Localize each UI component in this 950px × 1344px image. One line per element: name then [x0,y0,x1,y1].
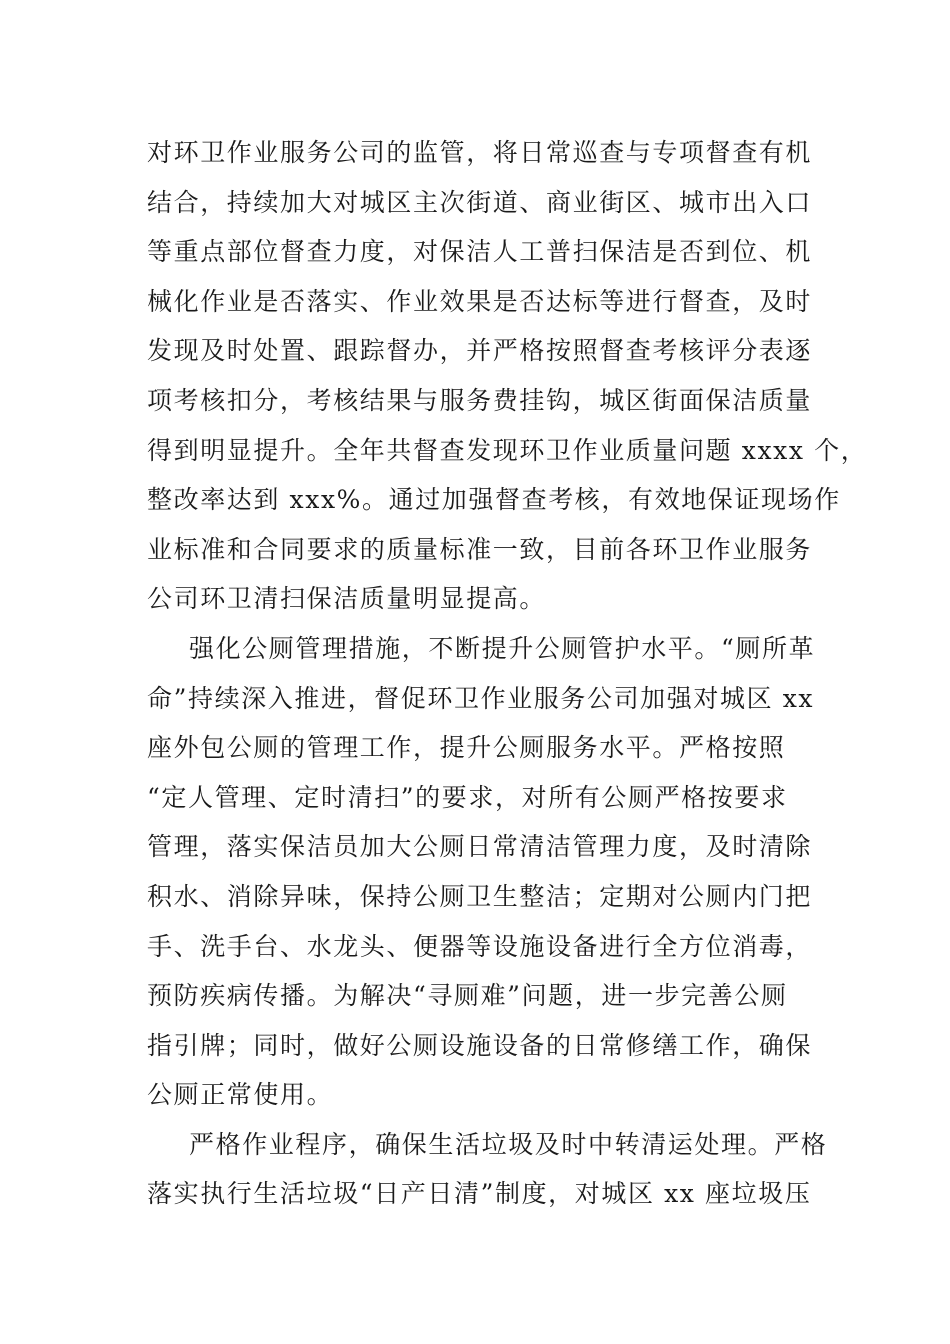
text-line: 发现及时处置、跟踪督办，并严格按照督查考核评分表逐 [147,336,813,366]
paragraph-first-line: 强化公厕管理措施，不断提升公厕管护水平。“厕所革 [189,633,816,663]
body-text [147,128,868,1219]
text-line: 业标准和合同要求的质量标准一致，目前各环卫作业服务 [147,534,813,564]
text-line: 命”持续深入推进，督促环卫作业服务公司加强对城区 xx [147,683,815,713]
text-line: 积水、消除异味，保持公厕卫生整洁；定期对公厕内门把 [147,881,813,911]
text-line: 管理，落实保洁员加大公厕日常清洁管理力度，及时清除 [147,832,813,862]
text-line: 落实执行生活垃圾“日产日清”制度，对城区 xx 座垃圾压 [147,1179,812,1209]
text-line: 等重点部位督查力度，对保洁人工普扫保洁是否到位、机 [147,237,813,267]
text-line: 手、洗手台、水龙头、便器等设施设备进行全方位消毒， [147,931,813,961]
text-line: 得到明显提升。全年共督查发现环卫作业质量问题 xxxx 个， [147,435,868,465]
text-line: 座外包公厕的管理工作，提升公厕服务水平。严格按照 [147,733,786,763]
text-line: 公司环卫清扫保洁质量明显提高。 [147,584,547,614]
text-line: “定人管理、定时清扫”的要求，对所有公厕严格按要求 [147,782,788,812]
text-line: 对环卫作业服务公司的监管，将日常巡查与专项督查有机 [147,138,813,167]
paragraph-first-line: 严格作业程序，确保生活垃圾及时中转清运处理。严格 [189,1129,828,1159]
text-line: 械化作业是否落实、作业效果是否达标等进行督查，及时 [147,286,813,316]
text-line: 指引牌；同时，做好公厕设施设备的日常修缮工作，确保 [147,1030,813,1060]
text-line: 结合，持续加大对城区主次街道、商业街区、城市出入口 [147,187,813,217]
text-line: 整改率达到 xxx%。通过加强督查考核，有效地保证现场作 [147,485,841,515]
text-line: 项考核扣分，考核结果与服务费挂钩，城区街面保洁质量 [147,385,813,415]
text-line: 预防疾病传播。为解决“寻厕难”问题，进一步完善公厕 [147,981,788,1011]
text-line: 公厕正常使用。 [147,1080,334,1110]
